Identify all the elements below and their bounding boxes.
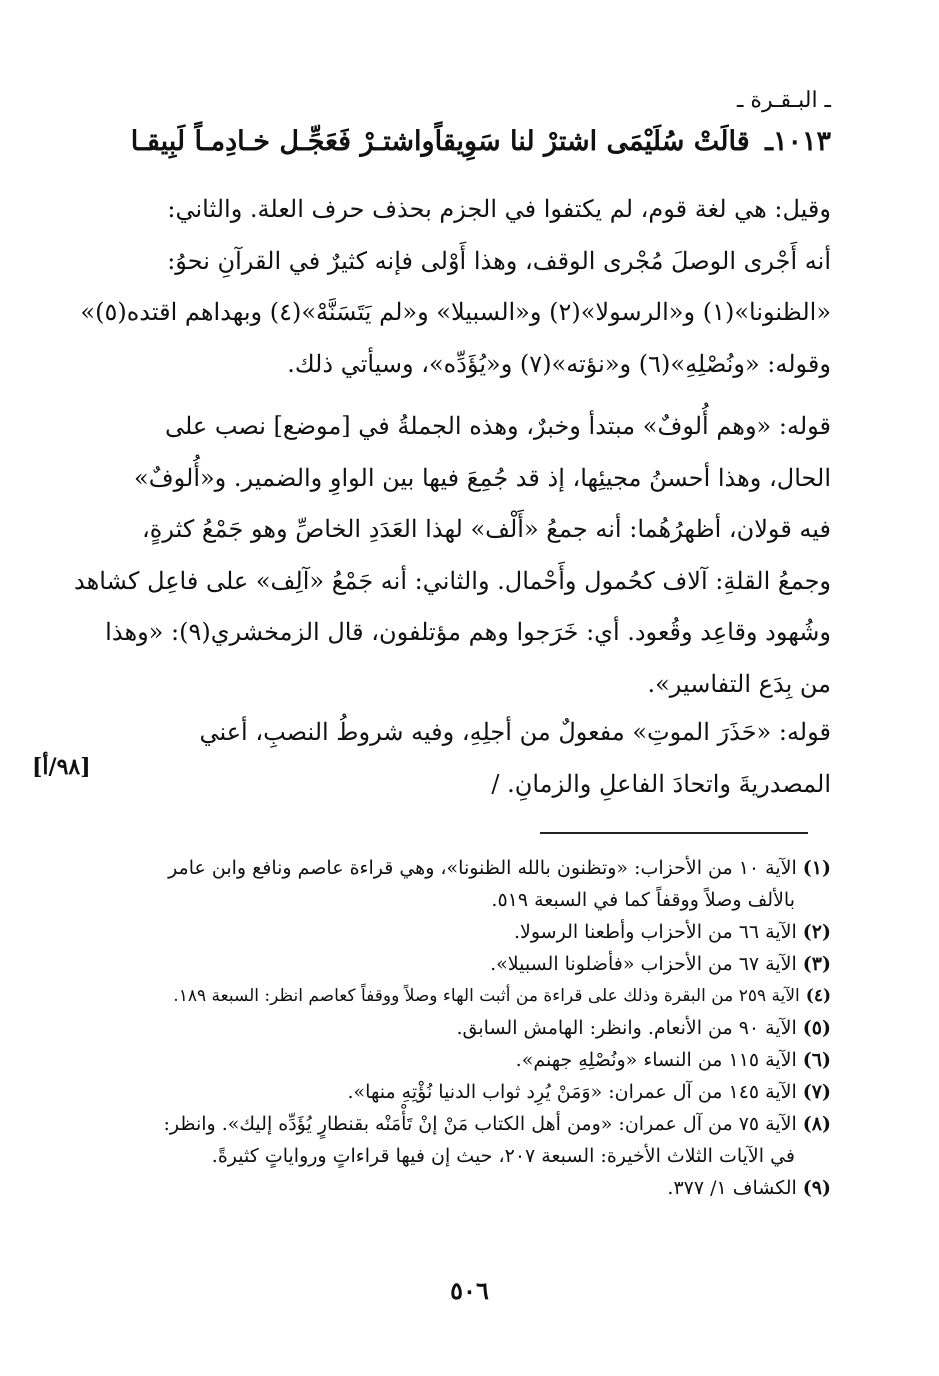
footnotes xyxy=(131,852,831,1204)
footnote-4: (٤)الآية ٢٥٩ من البقرة وذلك على قراءة من أثبت الهاء وصلاً ووقفاً كعاصم انظر: السبعة ١٨٩. xyxy=(173,986,831,1006)
text-line: «الظنونا»(١) و«الرسولا»(٢) و«السبيلا» و«لم يَتَسَنَّهْ»(٤) وبهداهم اقتده(٥)» xyxy=(80,298,831,326)
running-header: ـ البـقـرة ـ xyxy=(736,88,831,113)
verse-hemistich-1: ١٠١٣ـ قالَتْ سُلَيْمَى اشترْ لنا سَوِيقاً xyxy=(434,126,831,157)
verse-hemistich-2: واشتـرْ فَعَجِّـل خـادِمـاً لَبِيقـا xyxy=(130,126,435,157)
footnote-1-continuation: بالألف وصلاً ووقفاً كما في السبعة ٥١٩. xyxy=(491,889,795,911)
text-line: قوله: «وهم أُلوفٌ» مبتدأ وخبرٌ، وهذه الجملةُ في [موضع] نصب على xyxy=(164,412,831,440)
paragraph-1 xyxy=(80,184,831,390)
footnote-6: (٦)الآية ١١٥ من النساء «ونُصْلِهِ جهنم». xyxy=(515,1049,831,1071)
text-line: قوله: «حَذَرَ الموتِ» مفعولٌ من أجلِهِ، وفيه شروطُ النصبِ، أعني xyxy=(199,718,831,746)
verse-line xyxy=(131,126,831,157)
footnote-2: (٢)الآية ٦٦ من الأحزاب وأطعنا الرسولا. xyxy=(513,921,831,943)
page-number: ٥٠٦ xyxy=(450,1276,489,1305)
text-line: الحال، وهذا أحسنُ مجيئِها، إذ قد جُمِعَ فيها بين الواوِ والضمير. و«أُلوفٌ» xyxy=(134,463,831,492)
text-line: وشُهود وقاعِد وقُعود. أي: خَرَجوا وهم مؤتلفون، قال الزمخشري(٩): «وهذا xyxy=(105,618,831,646)
text-line: أنه أَجْرى الوصلَ مُجْرى الوقف، وهذا أَوْلى فإنه كثيرٌ في القرآنِ نحوُ: xyxy=(167,246,831,275)
text-line: من بِدَع التفاسير». xyxy=(647,669,831,698)
text-line: وقيل: هي لغة قوم، لم يكتفوا في الجزم بحذف حرف العلة. والثاني: xyxy=(167,195,831,223)
verse-number: ١٠١٣ـ xyxy=(765,126,831,157)
text-line: المصدريةَ واتحادَ الفاعلِ والزمانِ. / xyxy=(491,769,831,798)
footnote-8-continuation: في الآيات الثلاث الأخيرة: السبعة ٢٠٧، حيث إن فيها قراءاتٍ ورواياتٍ كثيرةً. xyxy=(211,1145,795,1167)
text-line: وقوله: «ونُصْلِهِ»(٦) و«نؤته»(٧) و«يُؤَدِّه»، وسيأتي ذلك. xyxy=(287,349,831,378)
footnote-7: (٧)الآية ١٤٥ من آل عمران: «وَمَنْ يُرِد ثواب الدنيا نُؤْتِهِ منها». xyxy=(347,1081,831,1103)
manuscript-folio-marker: [٩٨/أ] xyxy=(32,754,91,780)
paragraph-2 xyxy=(74,401,831,710)
paragraph-3 xyxy=(131,707,831,810)
text-line: وجمعُ القلةِ: آلاف كحُمول وأَحْمال. والثاني: أنه جَمْعُ «آلِف» على فاعِل كشاهد xyxy=(74,566,831,595)
footnote-9: (٩)الكشاف ١/ ٣٧٧. xyxy=(667,1177,831,1199)
footnote-5: (٥)الآية ٩٠ من الأنعام. وانظر: الهامش السابق. xyxy=(456,1017,831,1039)
footnote-3: (٣)الآية ٦٧ من الأحزاب «فأضلونا السبيلا». xyxy=(490,953,831,975)
text-line: فيه قولان، أظهرُهُما: أنه جمعُ «أَلْف» لهذا العَدَدِ الخاصِّ وهو جَمْعُ كثرةٍ، xyxy=(142,515,831,543)
footnote-1: (١)الآية ١٠ من الأحزاب: «وتظنون بالله الظنونا»، وهي قراءة عاصم ونافع وابن عامر xyxy=(168,857,831,879)
footnote-8: (٨)الآية ٧٥ من آل عمران: «ومن أهل الكتاب مَنْ إنْ تَأْمَنْه بقنطارٍ يُؤَدِّه إليك». وانظر: xyxy=(163,1113,831,1135)
footnote-separator xyxy=(540,832,808,834)
